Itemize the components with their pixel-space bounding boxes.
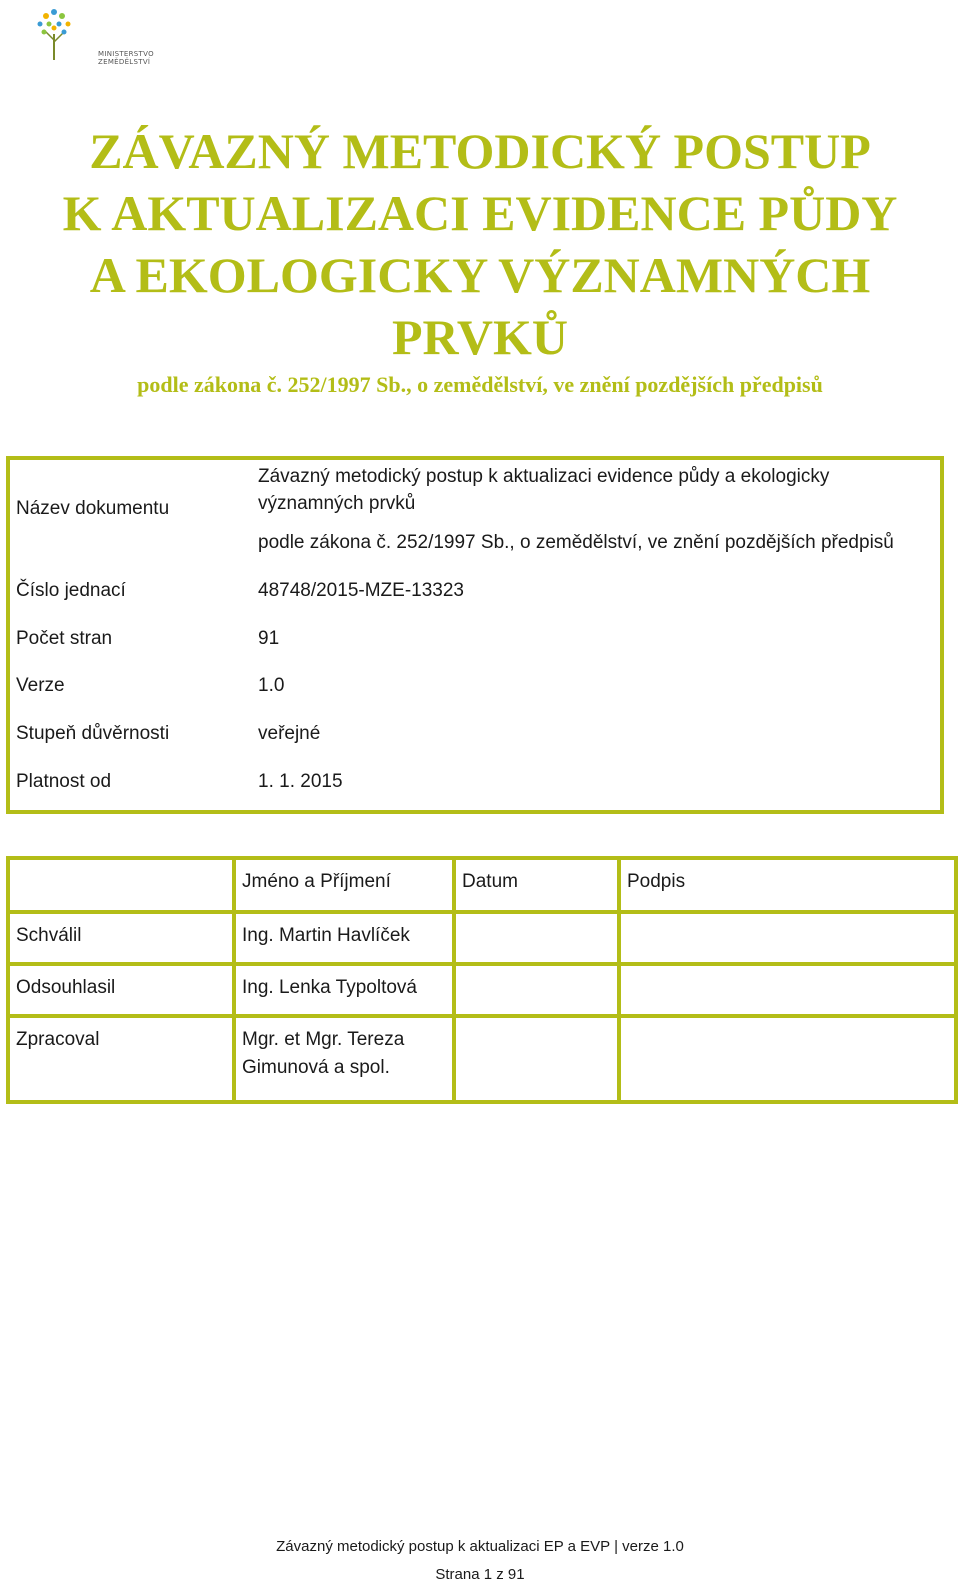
table-row	[8, 964, 956, 1016]
cislo-label: Číslo jednací	[16, 580, 126, 601]
nazev-label: Název dokumentu	[16, 498, 170, 519]
header-cell-date: Datum	[454, 858, 619, 912]
document-info-box	[6, 456, 944, 814]
date-cell	[454, 1016, 619, 1102]
signature-cell	[619, 912, 956, 964]
logo-text: MINISTERSTVO ZEMĚDĚLSTVÍ	[98, 50, 154, 66]
title-line-3: A EKOLOGICKY VÝZNAMNÝCH PRVKŮ	[89, 247, 871, 365]
document-title	[0, 120, 960, 398]
header-cell-name: Jméno a Příjmení	[234, 858, 454, 912]
name-cell: Ing. Martin Havlíček	[234, 912, 454, 964]
platnost-label: Platnost od	[16, 771, 112, 792]
name-cell: Ing. Lenka Typoltová	[234, 964, 454, 1016]
document-subtitle: podle zákona č. 252/1997 Sb., o zemědělství, ve znění pozdějších předpisů	[137, 372, 823, 397]
name-cell: Mgr. et Mgr. Tereza Gimunová a spol.	[234, 1016, 454, 1102]
pocet-value: 91	[258, 628, 280, 649]
signature-cell	[619, 1016, 956, 1102]
tree-logo-icon	[34, 4, 74, 64]
nazev-value-line-1: Závazný metodický postup k aktualizaci evidence půdy a ekologicky	[258, 466, 830, 487]
stupen-value: veřejné	[258, 723, 321, 744]
signature-table	[6, 856, 958, 1104]
date-cell	[454, 912, 619, 964]
verze-label: Verze	[16, 675, 65, 696]
ministry-logo	[34, 4, 184, 64]
footer-page-number: Strana 1 z 91	[435, 1566, 525, 1583]
verze-value: 1.0	[258, 675, 285, 696]
nazev-value-line-3: podle zákona č. 252/1997 Sb., o zemědělství, ve znění pozdějších předpisů	[258, 532, 894, 553]
date-cell	[454, 964, 619, 1016]
header-cell-signature: Podpis	[619, 858, 956, 912]
signature-cell	[619, 964, 956, 1016]
table-row	[8, 912, 956, 964]
pocet-label: Počet stran	[16, 628, 113, 649]
nazev-value-line-2: významných prvků	[258, 493, 416, 514]
platnost-value: 1. 1. 2015	[258, 771, 343, 792]
title-line-2: K AKTUALIZACI EVIDENCE PŮDY	[62, 185, 898, 241]
table-row	[8, 1016, 956, 1102]
header-cell-empty	[8, 858, 234, 912]
role-cell: Zpracoval	[8, 1016, 234, 1102]
title-line-1: ZÁVAZNÝ METODICKÝ POSTUP	[89, 123, 871, 179]
footer-document-line: Závazný metodický postup k aktualizaci EP a EVP | verze 1.0	[276, 1538, 684, 1555]
role-cell: Schválil	[8, 912, 234, 964]
cislo-value: 48748/2015-MZE-13323	[258, 580, 464, 601]
stupen-label: Stupeň důvěrnosti	[16, 723, 170, 744]
table-header-row	[8, 858, 956, 912]
role-cell: Odsouhlasil	[8, 964, 234, 1016]
